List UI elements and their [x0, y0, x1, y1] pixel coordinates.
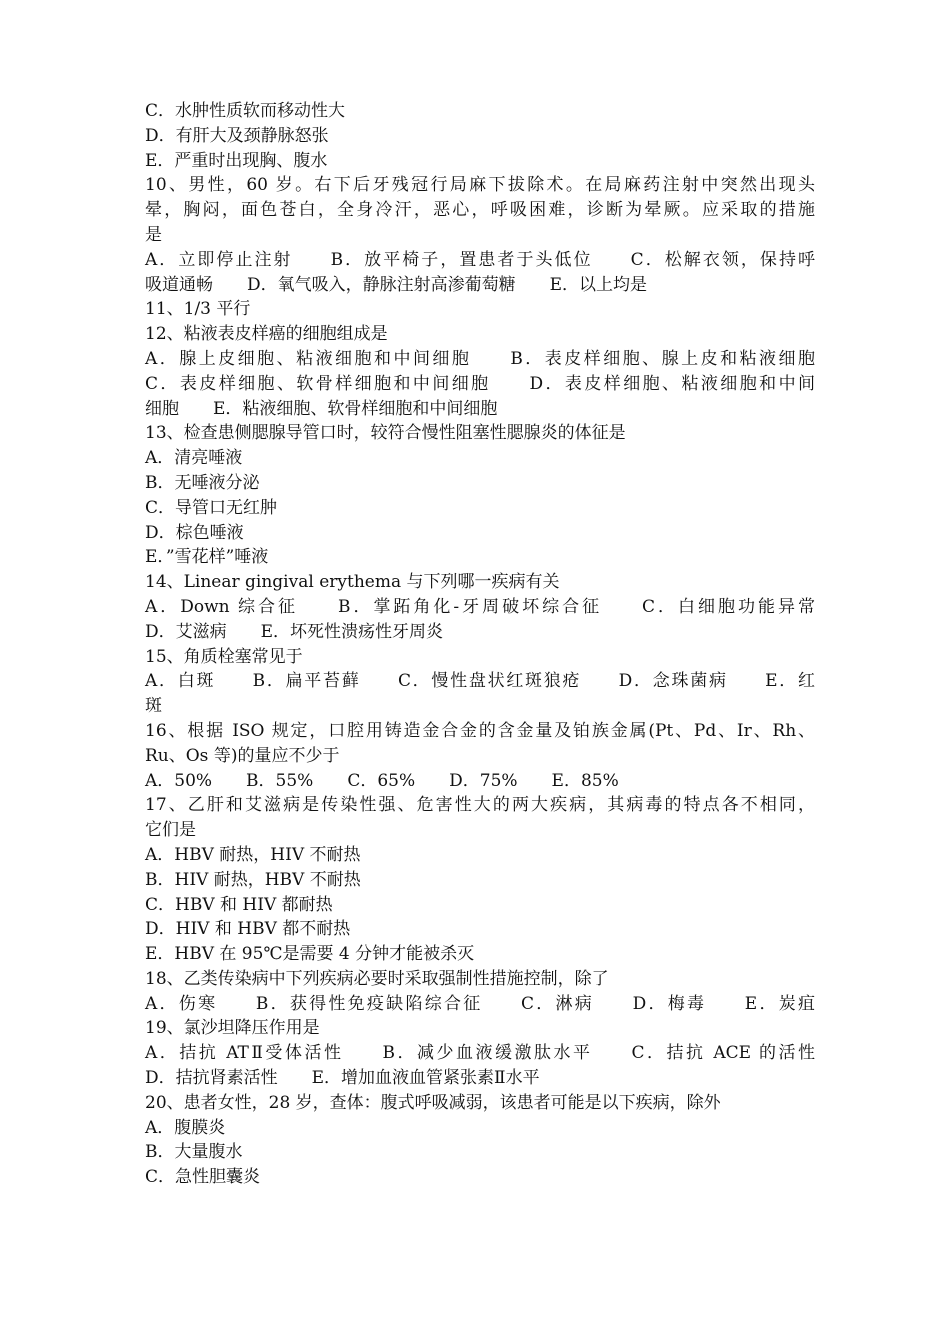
question-line: 20、患者女性，28 岁，查体：腹式呼吸减弱，该患者可能是以下疾病，除外: [145, 1092, 721, 1113]
question-line: 12、粘液表皮样癌的细胞组成是: [145, 324, 388, 345]
option-line: A．拮抗 ATⅡ受体活性 B．减少血液缓激肽水平 C．拮抗 ACE 的活性: [145, 1043, 815, 1064]
document-page: [145, 99, 815, 1190]
question-line: 13、检查患侧腮腺导管口时，较符合慢性阻塞性腮腺炎的体征是: [145, 423, 626, 444]
question-line: 是: [145, 224, 162, 245]
option-line: 斑: [145, 696, 162, 717]
question-line: 18、乙类传染病中下列疾病必要时采取强制性措施控制，除了: [145, 968, 609, 989]
option-line: B．无唾液分泌: [145, 472, 260, 493]
option-line: B．大量腹水: [145, 1142, 243, 1163]
option-line: C．HBV 和 HIV 都耐热: [145, 894, 333, 915]
option-line: A．腺上皮细胞、粘液细胞和中间细胞 B．表皮样细胞、腺上皮和粘液细胞: [145, 348, 815, 369]
question-line: 10、男性，60 岁。右下后牙残冠行局麻下拔除术。在局麻药注射中突然出现头: [145, 175, 815, 196]
question-line: 晕，胸闷，面色苍白，全身冷汗，恶心，呼吸困难，诊断为晕厥。应采取的措施: [145, 200, 815, 221]
option-line: A．腹膜炎: [145, 1117, 226, 1138]
option-line: 吸道通畅 D．氧气吸入，静脉注射高渗葡萄糖 E．以上均是: [145, 274, 648, 295]
option-line: C．急性胆囊炎: [145, 1167, 261, 1188]
option-line: D．有肝大及颈静脉怒张: [145, 125, 329, 146]
option-line: A．立即停止注射 B．放平椅子，置患者于头低位 C．松解衣领，保持呼: [145, 249, 815, 270]
question-line: 16、根据 ISO 规定，口腔用铸造金合金的含金量及铂族金属(Pt、Pd、Ir、Rh、: [145, 720, 815, 741]
option-line: A．白斑 B．扁平苔藓 C．慢性盘状红斑狼疮 D．念珠菌病 E．红: [145, 671, 815, 692]
option-line: A．Down 综合征 B．掌跖角化-牙周破坏综合征 C．白细胞功能异常: [145, 596, 815, 617]
option-line: D．艾滋病 E．坏死性溃疡性牙周炎: [145, 621, 444, 642]
option-line: C．导管口无红肿: [145, 497, 278, 518]
option-line: E．”雪花样”唾液: [145, 547, 269, 568]
option-line: E．严重时出现胸、腹水: [145, 150, 328, 171]
question-line: 15、角质栓塞常见于: [145, 646, 303, 667]
question-line: 它们是: [145, 820, 196, 841]
question-line: 11、1/3 平行: [145, 299, 251, 320]
question-line: Ru、Os 等)的量应不少于: [145, 745, 340, 766]
option-line: 细胞 E．粘液细胞、软骨样细胞和中间细胞: [145, 398, 498, 419]
option-line: E．HBV 在 95℃是需要 4 分钟才能被杀灭: [145, 944, 475, 965]
option-line: A．HBV 耐热，HIV 不耐热: [145, 844, 361, 865]
option-line: A．50% B．55% C．65% D．75% E．85%: [145, 770, 619, 791]
option-line: B．HIV 耐热，HBV 不耐热: [145, 869, 361, 890]
option-line: D．拮抗肾素活性 E．增加血液血管紧张素Ⅱ水平: [145, 1068, 540, 1089]
option-line: D．棕色唾液: [145, 522, 244, 543]
question-line: 19、氯沙坦降压作用是: [145, 1018, 320, 1039]
option-line: C．表皮样细胞、软骨样细胞和中间细胞 D．表皮样细胞、粘液细胞和中间: [145, 373, 815, 394]
option-line: C．水肿性质软而移动性大: [145, 101, 346, 121]
option-line: A．伤寒 B．获得性免疫缺陷综合征 C．淋病 D．梅毒 E．炭疽: [145, 993, 815, 1014]
option-line: A．清亮唾液: [145, 448, 243, 469]
option-line: D．HIV 和 HBV 都不耐热: [145, 919, 351, 940]
question-line: 14、Linear gingival erythema 与下列哪一疾病有关: [145, 572, 560, 593]
question-line: 17、乙肝和艾滋病是传染性强、危害性大的两大疾病，其病毒的特点各不相同，: [145, 795, 815, 816]
